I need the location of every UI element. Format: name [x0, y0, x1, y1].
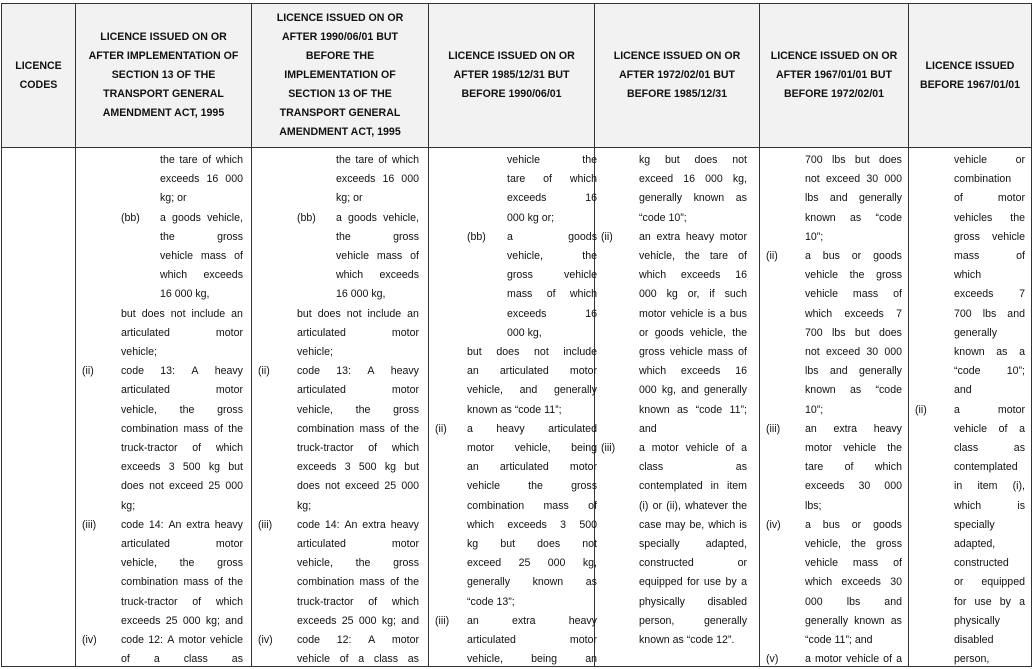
clause-line: motor vehicle, being	[467, 442, 597, 454]
item-number: (bb)	[467, 230, 486, 243]
clause-line: articulated motor	[121, 538, 243, 550]
clause-line: and	[954, 384, 972, 397]
item-number: (ii)	[766, 250, 778, 262]
clause-line: exceeds 16	[507, 192, 597, 205]
clause-line: a motor	[954, 403, 1025, 416]
clause-line: exceeds 3 500 kg but	[121, 461, 243, 474]
clause-line: constructed or	[639, 557, 747, 570]
clause-line: 000 lbs and	[805, 595, 902, 608]
clause-line: an extra heavy motor	[639, 230, 747, 243]
clause-line: truck-tractor of which	[297, 442, 419, 454]
clause-line: physically disabled	[639, 595, 747, 608]
clause-line: the tare of which	[160, 154, 243, 166]
col-1985-cell	[429, 148, 595, 667]
clause-line: kg; or	[336, 192, 363, 205]
clause-line: kg;	[121, 499, 136, 512]
clause-line: 10”;	[805, 403, 824, 416]
clause-line: 16 000 kg,	[336, 288, 386, 301]
clause-line: known as “code	[805, 211, 902, 224]
header-col-1967: LICENCE ISSUED ON OR AFTER 1967/01/01 BUT BEFORE 1972/02/01	[760, 4, 909, 148]
clause-line: a goods vehicle,	[160, 211, 243, 224]
clause-line: vehicle the gross	[805, 269, 902, 282]
item-number: (iii)	[601, 442, 616, 454]
clause-line: known as “code 12”.	[639, 634, 735, 646]
clause-line: vehicle or	[954, 154, 1025, 166]
clause-line: which exceeds 16	[639, 269, 747, 282]
clause-line: which is	[954, 499, 1025, 512]
clause-line: code 14: An extra heavy	[297, 518, 419, 531]
clause-line: specially adapted,	[639, 538, 747, 550]
clause-line: combination mass of the	[297, 422, 419, 435]
clause-line: which exceeds 3 500	[467, 518, 597, 531]
clause-line: generally known as	[467, 576, 597, 589]
item-number: (iii)	[258, 518, 273, 531]
clause-line: and	[639, 422, 657, 435]
clause-line: vehicle, being an	[467, 653, 597, 666]
clause-line: of motor	[954, 192, 1025, 205]
clause-line: gross vehicle	[507, 269, 597, 282]
clause-line: articulated motor	[121, 326, 243, 339]
item-number: (ii)	[601, 230, 613, 243]
clause-line: mass of	[954, 250, 1025, 262]
clause-line: exceeds 16	[507, 307, 597, 320]
clause-line: articulated motor	[297, 326, 419, 339]
clause-line: mass of which	[507, 288, 597, 301]
codes-cell	[2, 148, 76, 667]
item-number: (bb)	[121, 211, 140, 224]
clause-line: a goods vehicle,	[336, 211, 419, 224]
clause-line: vehicle;	[297, 346, 333, 358]
clause-line: known as “code 11”;	[467, 403, 562, 416]
clause-line: does not exceed 25 000	[121, 480, 243, 493]
clause-line: tare of which	[507, 173, 597, 186]
clause-line: exceeds 30 000	[805, 480, 902, 493]
clause-line: articulated motor	[121, 384, 243, 397]
item-number: (iv)	[82, 634, 97, 646]
clause-line: but does not include	[467, 346, 597, 358]
clause-line: vehicle, the gross	[297, 557, 419, 570]
clause-line: code 14: An extra heavy	[121, 518, 243, 531]
clause-line: vehicle, the tare of	[639, 250, 747, 262]
clause-line: motor vehicle the	[805, 442, 902, 454]
clause-line: 000 kg or, if such	[639, 288, 747, 301]
clause-line: gross vehicle mass of	[639, 346, 747, 358]
col-1995-cell	[76, 148, 252, 667]
clause-line: equipped for use by a	[639, 576, 747, 589]
clause-line: does not exceed 25 000	[297, 480, 419, 493]
clause-line: “code 10”;	[954, 365, 1025, 378]
clause-line: not exceed 30 000	[805, 173, 902, 186]
header-col-1985: LICENCE ISSUED ON OR AFTER 1985/12/31 BUT BEFORE 1990/06/01	[429, 4, 595, 148]
clause-line: adapted,	[954, 538, 996, 550]
clause-line: which exceeds 30	[805, 576, 902, 589]
clause-line: vehicle, the gross	[121, 403, 243, 416]
clause-line: exceeds 7	[954, 288, 1025, 301]
clause-line: vehicle of a class as	[297, 653, 419, 666]
clause-line: a heavy articulated	[467, 422, 597, 435]
clause-line: code 12: A motor vehicle	[121, 634, 243, 646]
clause-line: which exceeds 7	[805, 307, 902, 320]
clause-line: 000 kg,	[507, 326, 542, 339]
col-before-1967-cell	[909, 148, 1032, 667]
clause-line: kg;	[297, 499, 312, 512]
clause-line: combination mass of the	[121, 576, 243, 589]
clause-line: a bus or goods	[805, 250, 902, 262]
clause-line: vehicle, the gross	[297, 403, 419, 416]
clause-line: vehicle the gross	[467, 480, 597, 493]
clause-line: which exceeds 16	[639, 365, 747, 378]
clause-line: or equipped	[954, 576, 1025, 589]
col-1967-cell	[760, 148, 909, 667]
clause-line: generally known as	[639, 192, 747, 205]
clause-line: class as	[639, 461, 747, 474]
clause-line: code 13: A heavy	[121, 365, 243, 378]
clause-line: person, generally	[639, 614, 747, 627]
clause-line: person,	[954, 653, 990, 666]
header-col-1990: LICENCE ISSUED ON OR AFTER 1990/06/01 BUT BEFORE THE IMPLEMENTATION OF SECTION 13 OF THE TRANSPORT GENERAL AMENDMENT ACT, 1995	[252, 4, 429, 148]
header-row	[2, 4, 1032, 148]
col-1990-cell	[252, 148, 429, 667]
clause-line: a motor vehicle of a	[805, 653, 902, 666]
col-1972-cell	[595, 148, 760, 667]
clause-line: the tare of which	[336, 154, 419, 166]
clause-line: vehicle mass of	[805, 557, 902, 570]
item-number: (iii)	[766, 422, 781, 435]
clause-line: or goods vehicle, the	[639, 326, 747, 339]
clause-line: 000 kg or;	[507, 211, 555, 224]
clause-line: combination mass of	[467, 499, 597, 512]
clause-line: vehicle, and generally	[467, 384, 597, 397]
clause-line: vehicle the	[507, 154, 597, 166]
clause-line: code 12: A motor	[297, 634, 419, 646]
item-number: (bb)	[297, 211, 316, 224]
clause-line: an extra heavy	[467, 614, 597, 627]
clause-line: exceeds 3 500 kg but	[297, 461, 419, 474]
clause-line: constructed	[954, 557, 1009, 570]
clause-line: kg but does not	[639, 154, 747, 166]
header-col-before-1967: LICENCE ISSUED BEFORE 1967/01/01	[909, 4, 1032, 148]
clause-line: 16 000 kg,	[160, 288, 210, 301]
clause-line: vehicle mass of	[160, 250, 243, 262]
clause-line: exceed 16 000 kg,	[639, 173, 747, 186]
clause-line: vehicle, the	[507, 250, 597, 262]
clause-line: exceeds 16 000	[336, 173, 419, 186]
clause-line: exceeds 25 000 kg; and	[297, 614, 419, 627]
item-number: (iv)	[766, 518, 781, 531]
clause-line: articulated motor	[467, 634, 597, 646]
clause-line: 700 lbs but does	[805, 326, 902, 339]
clause-line: 700 lbs and	[954, 307, 1025, 320]
clause-line: combination mass of the	[297, 576, 419, 589]
clause-line: 000 kg, and generally	[639, 384, 747, 397]
clause-line: of a class as	[121, 653, 243, 666]
clause-line: a bus or goods	[805, 518, 902, 531]
clause-line: vehicles the	[954, 211, 1025, 224]
clause-line: “code 10”;	[639, 211, 687, 224]
clause-line: which	[954, 269, 982, 282]
header-col-1995: LICENCE ISSUED ON OR AFTER IMPLEMENTATION OF SECTION 13 OF THE TRANSPORT GENERAL AMENDMENT ACT, 1995	[76, 4, 252, 148]
clause-line: vehicle mass of	[336, 250, 419, 262]
clause-line: (i) or (ii), whatever the	[639, 499, 747, 512]
licence-codes-table	[1, 3, 1032, 667]
clause-line: known as “code	[805, 384, 902, 397]
clause-line: combination mass of the	[121, 422, 243, 435]
clause-line: articulated motor	[297, 384, 419, 397]
clause-line: vehicle of a	[954, 422, 1025, 435]
clause-line: truck-tractor of which	[121, 595, 243, 608]
clause-line: but does not include an	[121, 307, 243, 320]
clause-line: disabled	[954, 634, 994, 646]
item-number: (ii)	[435, 422, 447, 435]
clause-line: an articulated motor	[467, 461, 597, 474]
clause-line: which exceeds	[336, 269, 419, 282]
clause-line: known as a	[954, 346, 1025, 358]
clause-line: not exceed 30 000	[805, 346, 902, 358]
clause-line: vehicle, the gross	[121, 557, 243, 570]
clause-line: lbs and generally	[805, 365, 902, 378]
clause-line: physically	[954, 614, 1000, 627]
clause-line: “code 11”; and	[805, 634, 873, 646]
clause-line: class as	[954, 442, 1025, 454]
clause-line: an articulated motor	[467, 365, 597, 378]
clause-line: known as “code 11”;	[639, 403, 747, 416]
clause-line: but does not include an	[297, 307, 419, 320]
clause-line: truck-tractor of which	[297, 595, 419, 608]
clause-line: generally known as	[805, 614, 902, 627]
clause-line: motor vehicle is a bus	[639, 307, 747, 320]
clause-line: combination	[954, 173, 1012, 186]
clause-line: lbs;	[805, 499, 822, 512]
clause-line: kg but does not	[467, 538, 597, 550]
clause-line: gross vehicle	[954, 230, 1025, 243]
clause-line: in item (i),	[954, 480, 1025, 493]
clause-line: kg; or	[160, 192, 187, 205]
item-number: (iii)	[82, 518, 97, 531]
item-number: (ii)	[82, 365, 94, 378]
clause-line: the gross	[336, 230, 419, 243]
item-number: (iii)	[435, 614, 450, 627]
clause-line: articulated motor	[297, 538, 419, 550]
item-number: (iv)	[258, 634, 273, 646]
clause-line: vehicle;	[121, 346, 157, 358]
clause-line: a goods	[507, 230, 597, 243]
clause-line: exceeds 25 000 kg; and	[121, 614, 243, 627]
body-row	[2, 148, 1032, 667]
clause-line: “code 13”;	[467, 595, 515, 608]
clause-line: exceed 25 000 kg,	[467, 557, 597, 570]
header-licence-codes: LICENCE CODES	[2, 4, 76, 148]
item-number: (v)	[766, 653, 779, 666]
clause-line: lbs and generally	[805, 192, 902, 205]
clause-line: tare of which	[805, 461, 902, 474]
clause-line: 10”;	[805, 230, 824, 243]
clause-line: case may be, which is	[639, 518, 747, 531]
clause-line: vehicle mass of	[805, 288, 902, 301]
clause-line: contemplated	[954, 461, 1018, 474]
clause-line: vehicle, the gross	[805, 538, 902, 550]
clause-line: for use by a	[954, 595, 1025, 608]
header-col-1972: LICENCE ISSUED ON OR AFTER 1972/02/01 BUT BEFORE 1985/12/31	[595, 4, 760, 148]
clause-line: exceeds 16 000	[160, 173, 243, 186]
clause-line: generally	[954, 326, 997, 339]
item-number: (ii)	[258, 365, 270, 378]
item-number: (ii)	[915, 403, 927, 416]
clause-line: an extra heavy	[805, 422, 902, 435]
clause-line: contemplated in item	[639, 480, 747, 493]
clause-line: which exceeds	[160, 269, 243, 282]
clause-line: truck-tractor of which	[121, 442, 243, 454]
clause-line: specially	[954, 518, 995, 531]
clause-line: code 13: A heavy	[297, 365, 419, 378]
clause-line: a motor vehicle of a	[639, 442, 747, 454]
clause-line: the gross	[160, 230, 243, 243]
clause-line: 700 lbs but does	[805, 154, 902, 166]
